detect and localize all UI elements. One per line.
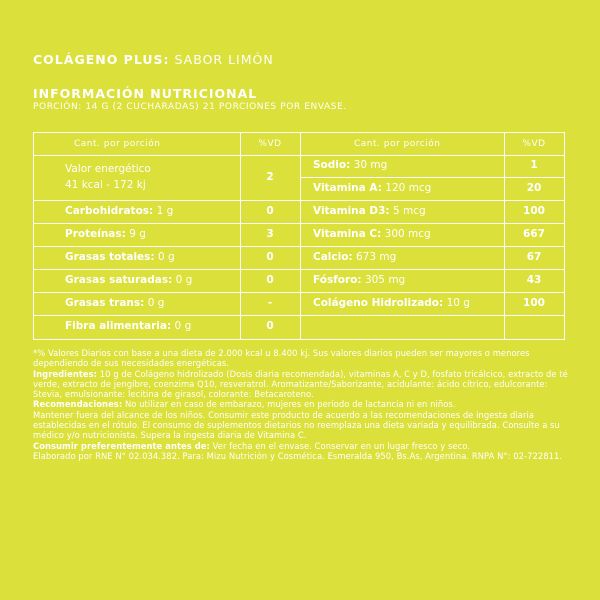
table-divider <box>300 200 564 201</box>
left-row-vd: 3 <box>266 228 274 240</box>
right-row-vd: 1 <box>530 159 538 171</box>
table-divider <box>300 315 564 316</box>
right-row-vd: 667 <box>523 228 545 240</box>
right-row-name: Colágeno Hidrolizado: 10 g <box>313 297 470 309</box>
table-divider <box>300 269 564 270</box>
portion-text: PORCIÓN: 14 G (2 CUCHARADAS) 21 PORCIONES POR ENVASE. <box>33 102 347 112</box>
energy-name: Valor energético <box>65 163 151 175</box>
right-header-label: Cant. por porción <box>354 139 441 149</box>
right-row-name: Vitamina C: 300 mcg <box>313 228 431 240</box>
energy-vd: 2 <box>266 171 274 183</box>
table-divider <box>34 155 564 156</box>
left-row-name: Grasas saturadas: 0 g <box>65 274 193 286</box>
label-notes <box>33 348 568 461</box>
energy-amount: 41 kcal - 172 kj <box>65 179 146 191</box>
right-row-name: Vitamina A: 120 mcg <box>313 182 432 194</box>
right-row-name: Fósforo: 305 mg <box>313 274 406 286</box>
product-brand: COLÁGENO PLUS: <box>33 52 170 67</box>
ingredients-text: 10 g de Colágeno hidrolizado (Dosis diaria recomendada), vitaminas A, C y D, fosfato tricálcico, extracto de té verde, extracto de jengibre, coenzima Q10, resveratrol. Aromatizante/Saborizante, acidulante: ácido cítrico, edulcorante: Stevia, emulsionante: lecitina de girasol, colorante: Betacaroteno. <box>33 368 568 400</box>
table-divider <box>34 246 300 247</box>
right-row-vd: 100 <box>523 205 545 217</box>
right-row-name: Calcio: 673 mg <box>313 251 397 263</box>
right-row-vd: 67 <box>526 251 542 263</box>
ingredients-label: Ingredientes: <box>33 368 98 379</box>
table-divider <box>300 223 564 224</box>
left-row-name: Carbohidratos: 1 g <box>65 205 174 217</box>
nutrition-heading: INFORMACIÓN NUTRICIONAL <box>33 86 258 101</box>
table-divider <box>300 133 301 339</box>
table-divider <box>300 246 564 247</box>
left-row-vd: 0 <box>266 320 274 332</box>
left-row-vd: 0 <box>266 251 274 263</box>
consume-paragraph <box>33 441 568 451</box>
vd-note: *% Valores Diarios con base a una dieta de 2.000 kcal u 8.400 kj. Sus valores diarios pueden ser mayores o menores dependiendo de sus necesidades energéticas. <box>33 348 530 369</box>
left-row-vd: 0 <box>266 274 274 286</box>
left-row-name: Grasas totales: 0 g <box>65 251 175 263</box>
left-row-vd: - <box>267 297 273 309</box>
right-row-vd: 100 <box>523 297 545 309</box>
left-header-vd: %VD <box>258 139 282 149</box>
table-divider <box>300 177 564 178</box>
left-row-name: Grasas trans: 0 g <box>65 297 165 309</box>
nutrition-table <box>33 132 565 340</box>
recommendations-label: Recomendaciones: <box>33 399 123 410</box>
left-row-name: Proteínas: 9 g <box>65 228 146 240</box>
right-row-name: Vitamina D3: 5 mcg <box>313 205 426 217</box>
consume-label: Consumir preferentemente antes de: <box>33 440 210 451</box>
product-title <box>33 52 274 67</box>
table-divider <box>34 200 300 201</box>
table-divider <box>34 315 300 316</box>
right-row-vd: 43 <box>526 274 542 286</box>
table-divider <box>34 223 300 224</box>
elaborated-text: Elaborado por RNE N° 02.034.382. Para: Mizu Nutrición y Cosmética. Esmeralda 950, Bs.As, Argentina. RNPA N°: 02-722811. <box>33 450 563 461</box>
table-divider <box>34 292 300 293</box>
right-row-name: Sodio: 30 mg <box>313 159 388 171</box>
warning-text: Mantener fuera del alcance de los niños. Consumir este producto de acuerdo a las recomendaciones de ingesta diaria establecidas en el rótulo. El consumo de suplementos dietarios no reemplaza una dieta variada y equilibrada. Consulte a su médico y/o nutricionista. Supera la ingesta diaria de Vitamina C. <box>33 409 560 441</box>
right-header-vd: %VD <box>522 139 546 149</box>
table-divider <box>34 269 300 270</box>
ingredients-paragraph <box>33 369 568 400</box>
left-header-label: Cant. por porción <box>74 139 161 149</box>
left-row-vd: 0 <box>266 205 274 217</box>
product-flavor: SABOR LIMÓN <box>174 52 274 67</box>
right-row-vd: 20 <box>526 182 542 194</box>
recommendations-paragraph <box>33 399 568 409</box>
left-row-name: Fibra alimentaria: 0 g <box>65 320 192 332</box>
recommendations-text: No utilizar en caso de embarazo, mujeres en período de lactancia ni en niños. <box>124 399 456 410</box>
consume-text: Ver fecha en el envase. Conservar en un lugar fresco y seco. <box>212 440 470 451</box>
table-divider <box>300 292 564 293</box>
